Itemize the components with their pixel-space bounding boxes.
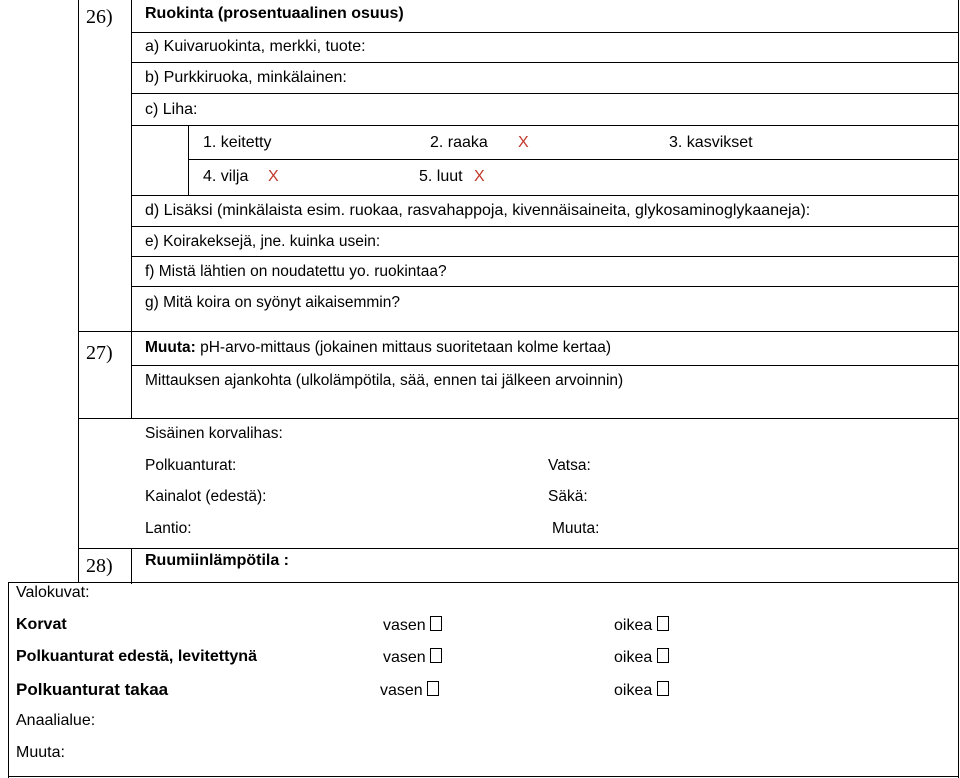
meat-label: c) Liha: (145, 101, 198, 118)
row-line (131, 62, 959, 63)
biscuits-field[interactable]: e) Koirakeksejä, jne. kuinka usein: (145, 233, 381, 250)
checkbox-icon[interactable] (427, 681, 439, 696)
section-line (78, 418, 959, 419)
question-number-27: 27) (86, 342, 113, 364)
measurement-time-field[interactable]: Mittauksen ajankohta (ulkolämpötila, sää, ennen tai jälkeen arvoinnin) (145, 372, 624, 389)
checkbox-icon[interactable] (657, 648, 669, 663)
row-line (131, 125, 959, 126)
photo-row-label-ears: Korvat (16, 616, 67, 633)
meat-option-grain-mark: X (268, 168, 279, 185)
row-line (131, 195, 959, 196)
diet-since-field[interactable]: f) Mistä lähtien on noudatettu yo. ruokintaa? (145, 263, 447, 280)
photo-row-label-pads-front: Polkuanturat edestä, levitettynä (16, 648, 257, 665)
ph-measurement-text: pH-arvo-mittaus (jokainen mittaus suoritetaan kolme kertaa) (195, 339, 612, 356)
meat-option-raw-mark: X (518, 134, 529, 151)
right-label: oikea (614, 682, 653, 699)
photo-ears-left[interactable] (383, 616, 442, 635)
photos-top-line (8, 582, 959, 583)
body-temperature-field[interactable]: Ruumiinlämpötila : (145, 552, 289, 569)
photo-pads-back-left[interactable] (380, 681, 439, 700)
previous-diet-field[interactable]: g) Mitä koira on syönyt aikaisemmin? (145, 294, 400, 311)
meat-option-raw[interactable]: 2. raaka (430, 134, 488, 151)
photo-pads-front-right[interactable] (614, 648, 669, 667)
photo-ears-right[interactable] (614, 616, 669, 635)
belly-field[interactable]: Vatsa: (548, 457, 591, 474)
meat-option-bones-mark: X (474, 168, 485, 185)
meat-option-vegetables[interactable]: 3. kasvikset (669, 134, 753, 151)
row-line (131, 365, 959, 366)
inner-ear-muscle-field[interactable]: Sisäinen korvalihas: (145, 425, 283, 442)
photo-pads-front-left[interactable] (383, 648, 442, 667)
checkbox-icon[interactable] (657, 616, 669, 631)
feeding-title: Ruokinta (prosentuaalinen osuus) (145, 5, 404, 22)
checkbox-icon[interactable] (657, 681, 669, 696)
left-label: vasen (380, 682, 423, 699)
row-line (131, 286, 959, 287)
row-line (131, 226, 959, 227)
outer-left-border (78, 0, 79, 582)
row-line (131, 32, 959, 33)
withers-field[interactable]: Säkä: (548, 488, 588, 505)
section-line (78, 548, 959, 549)
meat-option-cooked[interactable]: 1. keitetty (203, 134, 272, 151)
photos-title: Valokuvat: (16, 584, 90, 601)
row-line (188, 159, 959, 160)
ph-measurement-heading (145, 339, 611, 357)
paw-pads-field[interactable]: Polkuanturat: (145, 457, 237, 474)
hip-field[interactable]: Lantio: (145, 520, 192, 537)
meat-option-bones[interactable]: 5. luut (419, 168, 463, 185)
checkbox-icon[interactable] (430, 648, 442, 663)
dry-food-field[interactable]: a) Kuivaruokinta, merkki, tuote: (145, 38, 366, 55)
row-line (131, 93, 959, 94)
number-column-divider-lower (131, 548, 132, 584)
right-label: oikea (614, 649, 653, 666)
meat-option-grain[interactable]: 4. vilja (203, 168, 249, 185)
section-line (78, 331, 959, 332)
checkbox-icon[interactable] (430, 616, 442, 631)
meat-subtable-left (188, 125, 189, 195)
anal-area-field[interactable]: Anaalialue: (16, 712, 96, 729)
photo-pads-back-right[interactable] (614, 681, 669, 700)
question-number-28: 28) (86, 555, 113, 577)
other-label: Muuta: (145, 339, 196, 356)
armpits-field[interactable]: Kainalot (edestä): (145, 488, 267, 505)
photos-other-field[interactable]: Muuta: (16, 744, 65, 761)
canned-food-field[interactable]: b) Purkkiruoka, minkälainen: (145, 69, 347, 86)
other-measurement-field[interactable]: Muuta: (552, 520, 600, 537)
left-label: vasen (383, 617, 426, 634)
bottom-line (8, 776, 959, 777)
left-label: vasen (383, 649, 426, 666)
right-label: oikea (614, 617, 653, 634)
question-number-26: 26) (86, 6, 113, 28)
photo-row-label-pads-back: Polkuanturat takaa (16, 680, 169, 699)
supplements-field[interactable]: d) Lisäksi (minkälaista esim. ruokaa, rasvahappoja, kivennäisaineita, glykosaminoglykaaneja): (145, 202, 811, 219)
outer-right-border (958, 0, 959, 778)
row-line (131, 256, 959, 257)
photos-left-border (8, 582, 9, 778)
